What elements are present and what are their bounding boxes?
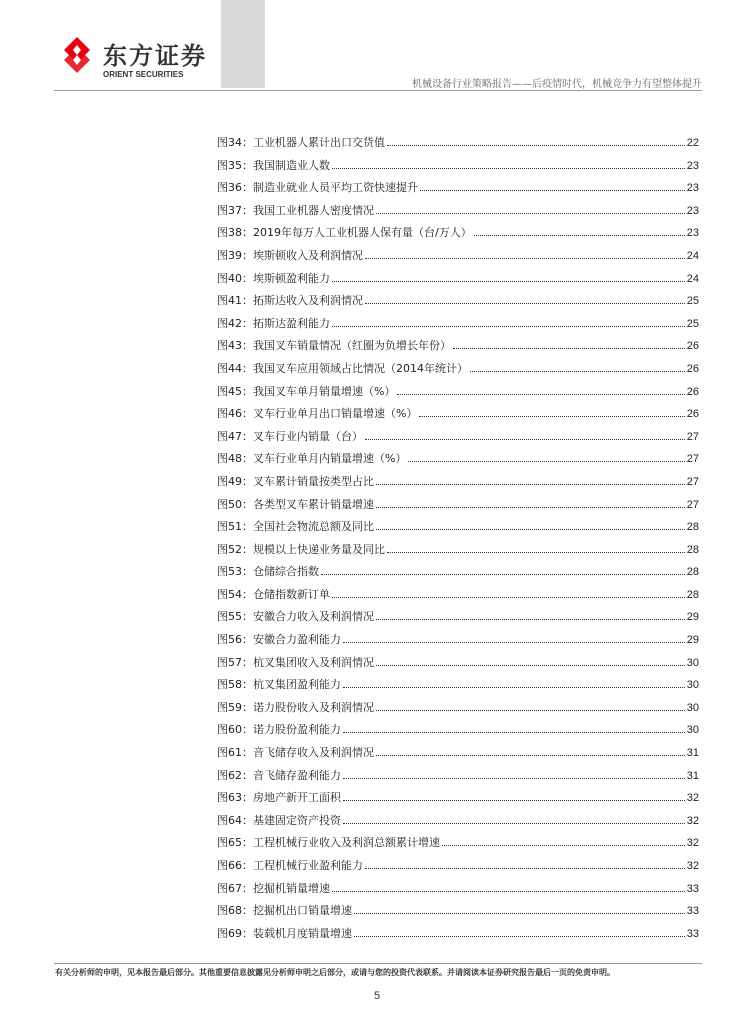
toc-entry-page: 28 xyxy=(686,543,699,556)
toc-leader-dots xyxy=(332,882,685,892)
toc-entry[interactable] xyxy=(217,385,699,408)
toc-entry-label: 图58：杭叉集团盈利能力 xyxy=(217,678,341,692)
toc-entry-label: 图45：我国叉车单月销量增速（%） xyxy=(217,384,396,398)
toc-entry-page: 32 xyxy=(686,814,699,827)
toc-entry-label: 图34：工业机器人累计出口交货值 xyxy=(217,136,385,149)
toc-entry-label: 图35：我国制造业人数 xyxy=(217,158,330,172)
toc-entry-label: 图43：我国叉车销量情况（红圈为负增长年份） xyxy=(217,339,451,353)
toc-entry[interactable] xyxy=(217,678,699,701)
toc-entry[interactable] xyxy=(217,498,699,521)
toc-leader-dots xyxy=(387,136,685,146)
toc-entry-page: 32 xyxy=(686,860,699,872)
toc-leader-dots xyxy=(376,204,685,214)
toc-entry[interactable] xyxy=(217,859,699,882)
toc-leader-dots xyxy=(365,430,685,440)
toc-leader-dots xyxy=(343,678,685,688)
toc-entry[interactable] xyxy=(217,565,699,588)
report-title: 机械设备行业策略报告——后疫情时代，机械竞争力有望整体提升 xyxy=(412,79,702,90)
toc-leader-dots xyxy=(474,226,685,236)
toc-entry-label: 图63：房地产新开工面积 xyxy=(217,791,341,805)
toc-entry-page: 31 xyxy=(686,747,699,760)
toc-entry-label: 图50：各类型叉车累计销量增速 xyxy=(217,497,374,511)
toc-leader-dots xyxy=(354,904,685,914)
toc-entry-page: 23 xyxy=(686,182,699,195)
toc-entry-page: 27 xyxy=(686,430,699,443)
toc-leader-dots xyxy=(376,475,685,485)
toc-entry-page: 28 xyxy=(686,566,699,579)
toc-leader-dots xyxy=(442,836,685,846)
toc-entry[interactable] xyxy=(217,249,699,272)
toc-entry-page: 27 xyxy=(686,475,699,488)
toc-entry-page: 29 xyxy=(686,611,699,624)
toc-entry[interactable] xyxy=(217,723,699,746)
toc-entry[interactable] xyxy=(217,588,699,611)
toc-entry-label: 图62：音飞储存盈利能力 xyxy=(217,768,341,782)
toc-leader-dots xyxy=(365,249,685,259)
toc-entry-page: 24 xyxy=(686,272,699,285)
toc-entry-label: 图59：诺力股份收入及利润情况 xyxy=(217,700,374,714)
toc-entry-label: 图38：2019年每万人工业机器人保有量（台/万人） xyxy=(217,226,472,240)
toc-entry-label: 图52：规模以上快递业务量及同比 xyxy=(217,542,385,556)
toc-entry-label: 图46：叉车行业单月出口销量增速（%） xyxy=(217,407,418,421)
toc-entry[interactable] xyxy=(217,836,699,859)
toc-entry[interactable] xyxy=(217,520,699,543)
toc-leader-dots xyxy=(332,272,685,282)
toc-entry-page: 23 xyxy=(686,159,699,172)
toc-entry-page: 30 xyxy=(686,701,699,714)
toc-leader-dots xyxy=(376,746,685,756)
toc-leader-dots xyxy=(332,588,685,598)
toc-entry[interactable] xyxy=(217,656,699,679)
toc-entry-label: 图55：安徽合力收入及利润情况 xyxy=(217,610,374,624)
toc-entry[interactable] xyxy=(217,226,699,249)
toc-entry-page: 22 xyxy=(686,137,699,149)
toc-entry-page: 26 xyxy=(686,408,699,421)
header-divider xyxy=(54,90,702,91)
toc-entry[interactable] xyxy=(217,904,699,927)
toc-entry-page: 25 xyxy=(686,317,699,330)
toc-entry-label: 图51：全国社会物流总额及同比 xyxy=(217,520,374,534)
toc-entry-label: 图37：我国工业机器人密度情况 xyxy=(217,203,374,217)
toc-entry-page: 32 xyxy=(686,792,699,805)
toc-entry-label: 图65：工程机械行业收入及利润总额累计增速 xyxy=(217,836,440,850)
toc-entry-label: 图47：叉车行业内销量（台） xyxy=(217,429,363,443)
toc-entry-page: 28 xyxy=(686,521,699,534)
toc-entry-page: 29 xyxy=(686,634,699,647)
toc-entry-page: 23 xyxy=(686,227,699,240)
toc-leader-dots xyxy=(343,769,685,779)
toc-entry-page: 25 xyxy=(686,295,699,308)
toc-entry-page: 30 xyxy=(686,656,699,669)
toc-leader-dots xyxy=(343,814,685,824)
toc-leader-dots xyxy=(354,927,685,937)
toc-entry-page: 23 xyxy=(686,204,699,217)
toc-entry-page: 33 xyxy=(686,927,699,940)
toc-leader-dots xyxy=(321,565,685,575)
toc-entry[interactable] xyxy=(217,791,699,814)
toc-leader-dots xyxy=(332,159,685,169)
toc-entry-label: 图48：叉车行业单月内销量增速（%） xyxy=(217,452,407,466)
toc-entry-page: 28 xyxy=(686,588,699,601)
toc-entry[interactable] xyxy=(217,452,699,475)
footer-disclaimer: 有关分析师的申明，见本报告最后部分。其他重要信息披露见分析师申明之后部分，或请与您的投资代表联系。并请阅读本证券研究报告最后一页的免责申明。 xyxy=(55,968,615,977)
toc-leader-dots xyxy=(453,339,685,349)
toc-entry-label: 图40：埃斯顿盈利能力 xyxy=(217,271,330,285)
toc-entry-label: 图68：挖掘机出口销量增速 xyxy=(217,904,352,918)
toc-entry[interactable] xyxy=(217,136,699,159)
toc-leader-dots xyxy=(397,385,684,395)
toc-leader-dots xyxy=(419,407,684,417)
toc-entry-page: 26 xyxy=(686,385,699,398)
toc-entry-label: 图56：安徽合力盈利能力 xyxy=(217,633,341,647)
footer-divider xyxy=(54,963,702,964)
toc-entry-label: 图44：我国叉车应用领域占比情况（2014年统计） xyxy=(217,361,468,375)
toc-entry-label: 图66：工程机械行业盈利能力 xyxy=(217,859,363,872)
toc-leader-dots xyxy=(420,181,685,191)
toc-entry-label: 图36：制造业就业人员平均工资快速提升 xyxy=(217,181,418,195)
toc-entry[interactable] xyxy=(217,475,699,498)
orient-logo-icon xyxy=(62,36,92,74)
company-logo xyxy=(62,34,222,84)
toc-entry-page: 26 xyxy=(686,340,699,353)
toc-entry-label: 图39：埃斯顿收入及利润情况 xyxy=(217,248,363,262)
header-decor-bar xyxy=(221,0,265,88)
toc-entry-page: 27 xyxy=(686,498,699,511)
toc-entry[interactable] xyxy=(217,317,699,340)
toc-entry[interactable] xyxy=(217,769,699,792)
toc-entry-label: 图57：杭叉集团收入及利润情况 xyxy=(217,655,374,669)
toc-entry[interactable] xyxy=(217,543,699,566)
toc-leader-dots xyxy=(332,317,685,327)
toc-entry[interactable] xyxy=(217,610,699,633)
toc-leader-dots xyxy=(376,520,685,530)
toc-entry[interactable] xyxy=(217,633,699,656)
toc-entry-page: 26 xyxy=(686,362,699,375)
toc-entry-page: 24 xyxy=(686,249,699,262)
toc-entry[interactable] xyxy=(217,814,699,837)
toc-leader-dots xyxy=(470,362,685,372)
toc-leader-dots xyxy=(365,294,685,304)
toc-entry[interactable] xyxy=(217,701,699,724)
toc-entry-label: 图60：诺力股份盈利能力 xyxy=(217,723,341,737)
toc-entry[interactable] xyxy=(217,927,699,950)
toc-entry[interactable] xyxy=(217,204,699,227)
toc-entry-page: 30 xyxy=(686,724,699,737)
toc-entry-page: 32 xyxy=(686,837,699,850)
page-number: 5 xyxy=(373,990,381,1002)
toc-entry[interactable] xyxy=(217,181,699,204)
toc-leader-dots xyxy=(376,610,685,620)
toc-entry-label: 图61：音飞储存收入及利润情况 xyxy=(217,746,374,760)
toc-leader-dots xyxy=(343,791,685,801)
logo-cn-text: 东方证券 xyxy=(103,42,207,70)
toc-entry[interactable] xyxy=(217,746,699,769)
toc-leader-dots xyxy=(343,723,685,733)
toc-leader-dots xyxy=(387,543,685,553)
toc-leader-dots xyxy=(376,656,685,666)
toc-entry[interactable] xyxy=(217,882,699,905)
toc-entry-page: 30 xyxy=(686,679,699,692)
figure-index-list xyxy=(217,136,699,949)
toc-entry[interactable] xyxy=(217,430,699,453)
toc-entry-page: 31 xyxy=(686,769,699,782)
toc-entry-label: 图42：拓斯达盈利能力 xyxy=(217,316,330,330)
toc-entry-label: 图49：叉车累计销量按类型占比 xyxy=(217,474,374,488)
toc-entry-label: 图67：挖掘机销量增速 xyxy=(217,881,330,895)
toc-entry-page: 27 xyxy=(686,453,699,466)
toc-entry[interactable] xyxy=(217,159,699,182)
toc-entry-label: 图53：仓储综合指数 xyxy=(217,565,319,579)
toc-leader-dots xyxy=(343,633,685,643)
toc-entry-label: 图41：拓斯达收入及利润情况 xyxy=(217,294,363,308)
toc-entry[interactable] xyxy=(217,272,699,295)
toc-entry-page: 33 xyxy=(686,882,699,895)
logo-en-text: ORIENT SECURITIES xyxy=(103,70,184,79)
toc-entry-label: 图69：装载机月度销量增速 xyxy=(217,926,352,940)
toc-entry-label: 图64：基建固定资产投资 xyxy=(217,813,341,827)
toc-leader-dots xyxy=(408,452,684,462)
toc-leader-dots xyxy=(365,859,685,869)
toc-entry[interactable] xyxy=(217,362,699,385)
toc-entry[interactable] xyxy=(217,294,699,317)
toc-leader-dots xyxy=(376,498,685,508)
toc-entry[interactable] xyxy=(217,339,699,362)
toc-entry-page: 33 xyxy=(686,905,699,918)
toc-leader-dots xyxy=(376,701,685,711)
toc-entry[interactable] xyxy=(217,407,699,430)
toc-entry-label: 图54：仓储指数新订单 xyxy=(217,587,330,601)
